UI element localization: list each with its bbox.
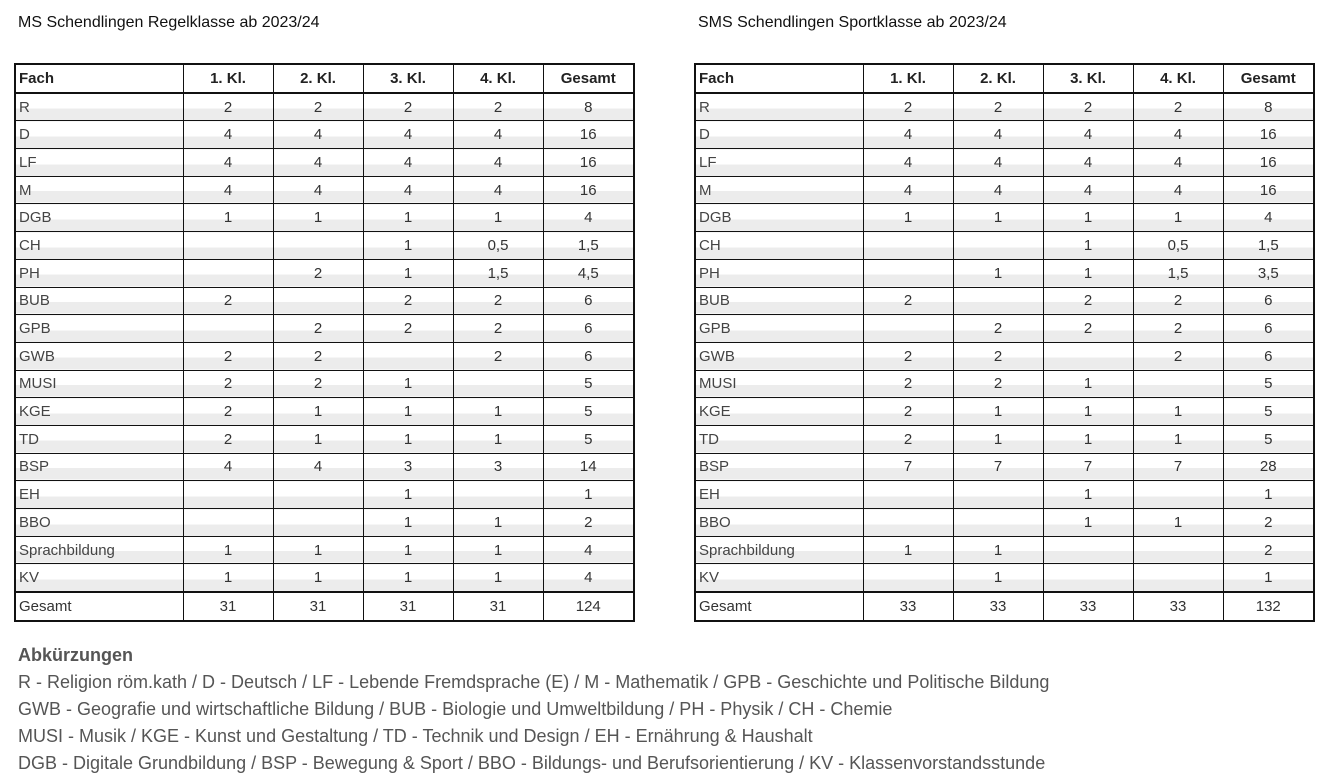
hours-cell: 1,5 bbox=[1223, 232, 1314, 260]
legend-heading: Abkürzungen bbox=[18, 645, 133, 665]
hours-cell: 4 bbox=[1133, 176, 1223, 204]
hours-cell: 2 bbox=[1133, 315, 1223, 343]
subject-cell: LF bbox=[695, 149, 863, 177]
subject-cell: KGE bbox=[695, 398, 863, 426]
column-header: 1. Kl. bbox=[183, 64, 273, 93]
hours-cell bbox=[183, 315, 273, 343]
hours-cell: 1 bbox=[863, 536, 953, 564]
subject-cell: MUSI bbox=[695, 370, 863, 398]
table-row bbox=[15, 287, 634, 315]
hours-cell: 4 bbox=[273, 149, 363, 177]
table-row bbox=[695, 176, 1314, 204]
hours-cell: 1 bbox=[363, 204, 453, 232]
hours-cell: 2 bbox=[863, 425, 953, 453]
hours-cell: 1 bbox=[1223, 564, 1314, 592]
column-header: Gesamt bbox=[1223, 64, 1314, 93]
column-header: 3. Kl. bbox=[363, 64, 453, 93]
table-row bbox=[15, 93, 634, 121]
hours-cell: 2 bbox=[183, 425, 273, 453]
table-row bbox=[695, 370, 1314, 398]
total-label: Gesamt bbox=[15, 592, 183, 621]
hours-cell: 2 bbox=[273, 370, 363, 398]
hours-cell: 2 bbox=[1043, 287, 1133, 315]
hours-cell: 2 bbox=[453, 287, 543, 315]
hours-cell bbox=[1133, 481, 1223, 509]
hours-cell: 28 bbox=[1223, 453, 1314, 481]
hours-cell bbox=[863, 564, 953, 592]
hours-cell: 4 bbox=[863, 176, 953, 204]
hours-cell bbox=[863, 259, 953, 287]
hours-cell: 1 bbox=[1043, 370, 1133, 398]
column-header: Gesamt bbox=[543, 64, 634, 93]
table-row bbox=[15, 259, 634, 287]
hours-cell: 4 bbox=[183, 176, 273, 204]
hours-cell: 2 bbox=[273, 93, 363, 121]
hours-cell: 6 bbox=[543, 315, 634, 343]
hours-cell: 6 bbox=[543, 287, 634, 315]
subject-cell: GWB bbox=[15, 342, 183, 370]
hours-cell: 1 bbox=[363, 509, 453, 537]
hours-cell: 4 bbox=[1043, 149, 1133, 177]
hours-cell: 1 bbox=[953, 204, 1043, 232]
subject-cell: PH bbox=[695, 259, 863, 287]
hours-cell: 1,5 bbox=[453, 259, 543, 287]
subject-cell: D bbox=[15, 121, 183, 149]
hours-cell: 4 bbox=[543, 204, 634, 232]
hours-cell: 2 bbox=[953, 342, 1043, 370]
table-row bbox=[15, 536, 634, 564]
hours-cell: 2 bbox=[363, 315, 453, 343]
hours-cell: 2 bbox=[1133, 287, 1223, 315]
hours-cell: 4 bbox=[363, 121, 453, 149]
hours-cell: 16 bbox=[1223, 121, 1314, 149]
hours-cell bbox=[453, 370, 543, 398]
hours-cell bbox=[273, 287, 363, 315]
hours-cell: 2 bbox=[363, 287, 453, 315]
hours-cell: 4 bbox=[1043, 121, 1133, 149]
hours-cell: 4 bbox=[543, 564, 634, 592]
hours-cell bbox=[863, 509, 953, 537]
subject-cell: Sprachbildung bbox=[15, 536, 183, 564]
hours-cell: 1 bbox=[363, 564, 453, 592]
table-row bbox=[695, 342, 1314, 370]
hours-cell: 2 bbox=[183, 398, 273, 426]
subject-cell: Sprachbildung bbox=[695, 536, 863, 564]
hours-cell: 2 bbox=[1223, 536, 1314, 564]
hours-cell bbox=[1133, 370, 1223, 398]
table-row bbox=[695, 149, 1314, 177]
table-row bbox=[15, 425, 634, 453]
hours-cell: 1 bbox=[543, 481, 634, 509]
total-label: Gesamt bbox=[695, 592, 863, 621]
subject-cell: CH bbox=[695, 232, 863, 260]
hours-cell: 2 bbox=[953, 93, 1043, 121]
hours-cell: 5 bbox=[543, 425, 634, 453]
hours-cell: 4 bbox=[273, 453, 363, 481]
hours-cell: 2 bbox=[953, 315, 1043, 343]
hours-cell bbox=[273, 481, 363, 509]
hours-cell bbox=[953, 509, 1043, 537]
hours-cell bbox=[273, 232, 363, 260]
hours-cell: 14 bbox=[543, 453, 634, 481]
hours-cell: 1 bbox=[363, 370, 453, 398]
hours-cell: 1 bbox=[1043, 259, 1133, 287]
hours-cell bbox=[273, 509, 363, 537]
hours-cell: 3 bbox=[453, 453, 543, 481]
hours-cell: 1 bbox=[183, 204, 273, 232]
table-row bbox=[695, 315, 1314, 343]
hours-cell bbox=[953, 232, 1043, 260]
hours-cell: 1 bbox=[273, 536, 363, 564]
hours-cell bbox=[183, 232, 273, 260]
total-row bbox=[15, 592, 634, 621]
hours-cell: 2 bbox=[363, 93, 453, 121]
legend-line: MUSI - Musik / KGE - Kunst und Gestaltung / TD - Technik und Design / EH - Ernährung & Haushalt bbox=[18, 726, 813, 746]
table-row bbox=[15, 232, 634, 260]
hours-cell: 1,5 bbox=[543, 232, 634, 260]
hours-cell: 2 bbox=[453, 342, 543, 370]
hours-cell: 1 bbox=[1133, 509, 1223, 537]
total-cell: 33 bbox=[953, 592, 1043, 621]
table-row bbox=[15, 398, 634, 426]
header-row bbox=[695, 64, 1314, 93]
subject-cell: M bbox=[695, 176, 863, 204]
hours-cell: 1,5 bbox=[1133, 259, 1223, 287]
hours-cell: 5 bbox=[543, 398, 634, 426]
hours-cell: 4 bbox=[363, 176, 453, 204]
subject-cell: BBO bbox=[15, 509, 183, 537]
hours-cell: 4 bbox=[543, 536, 634, 564]
hours-cell: 4 bbox=[863, 149, 953, 177]
subject-cell: R bbox=[695, 93, 863, 121]
column-header: 4. Kl. bbox=[1133, 64, 1223, 93]
hours-cell bbox=[1043, 342, 1133, 370]
hours-cell: 16 bbox=[543, 121, 634, 149]
column-header: 2. Kl. bbox=[273, 64, 363, 93]
hours-cell: 1 bbox=[953, 425, 1043, 453]
hours-cell: 6 bbox=[1223, 315, 1314, 343]
subject-cell: DGB bbox=[15, 204, 183, 232]
column-header: 1. Kl. bbox=[863, 64, 953, 93]
legend-line: GWB - Geografie und wirtschaftliche Bildung / BUB - Biologie und Umweltbildung / PH - Physik / CH - Chemie bbox=[18, 699, 893, 719]
subject-cell: BSP bbox=[695, 453, 863, 481]
hours-cell: 3 bbox=[363, 453, 453, 481]
hours-cell: 1 bbox=[953, 536, 1043, 564]
total-cell: 31 bbox=[183, 592, 273, 621]
total-cell: 31 bbox=[453, 592, 543, 621]
hours-cell: 5 bbox=[1223, 425, 1314, 453]
hours-cell: 6 bbox=[1223, 287, 1314, 315]
hours-cell bbox=[863, 315, 953, 343]
hours-cell bbox=[1133, 564, 1223, 592]
hours-cell: 4 bbox=[1223, 204, 1314, 232]
table-row bbox=[695, 481, 1314, 509]
subject-cell: D bbox=[695, 121, 863, 149]
subject-cell: GPB bbox=[15, 315, 183, 343]
total-cell: 31 bbox=[273, 592, 363, 621]
subject-cell: LF bbox=[15, 149, 183, 177]
hours-cell: 3,5 bbox=[1223, 259, 1314, 287]
total-cell: 33 bbox=[1043, 592, 1133, 621]
hours-cell: 0,5 bbox=[453, 232, 543, 260]
hours-cell: 1 bbox=[273, 425, 363, 453]
hours-cell: 1 bbox=[1043, 425, 1133, 453]
hours-cell bbox=[1043, 536, 1133, 564]
hours-cell bbox=[863, 232, 953, 260]
hours-cell: 2 bbox=[183, 93, 273, 121]
table-row bbox=[695, 564, 1314, 592]
subject-cell: R bbox=[15, 93, 183, 121]
hours-cell: 1 bbox=[183, 564, 273, 592]
hours-cell: 2 bbox=[863, 342, 953, 370]
hours-cell: 2 bbox=[273, 342, 363, 370]
table-row bbox=[695, 509, 1314, 537]
hours-cell: 1 bbox=[1043, 481, 1133, 509]
total-cell: 124 bbox=[543, 592, 634, 621]
hours-cell: 1 bbox=[183, 536, 273, 564]
hours-cell: 4,5 bbox=[543, 259, 634, 287]
hours-cell: 4 bbox=[273, 176, 363, 204]
table-row bbox=[15, 481, 634, 509]
hours-cell: 1 bbox=[1043, 398, 1133, 426]
total-cell: 132 bbox=[1223, 592, 1314, 621]
hours-cell bbox=[863, 481, 953, 509]
hours-cell: 16 bbox=[543, 176, 634, 204]
legend-line: R - Religion röm.kath / D - Deutsch / LF - Lebende Fremdsprache (E) / M - Mathematik / GPB - Geschichte und Politische Bildung bbox=[18, 672, 1050, 692]
hours-cell bbox=[453, 481, 543, 509]
hours-cell: 7 bbox=[1043, 453, 1133, 481]
hours-cell: 2 bbox=[863, 370, 953, 398]
hours-cell: 2 bbox=[183, 287, 273, 315]
hours-cell: 1 bbox=[363, 259, 453, 287]
hours-cell: 7 bbox=[863, 453, 953, 481]
hours-cell: 4 bbox=[863, 121, 953, 149]
total-cell: 31 bbox=[363, 592, 453, 621]
hours-cell: 1 bbox=[453, 204, 543, 232]
hours-cell: 1 bbox=[1133, 425, 1223, 453]
subject-cell: BUB bbox=[695, 287, 863, 315]
table-row bbox=[15, 370, 634, 398]
hours-cell: 4 bbox=[183, 453, 273, 481]
legend-line: DGB - Digitale Grundbildung / BSP - Bewegung & Sport / BBO - Bildungs- und Berufsorientierung / KV - Klassenvorstandsstunde bbox=[18, 753, 1046, 773]
hours-cell: 6 bbox=[543, 342, 634, 370]
hours-cell: 4 bbox=[183, 121, 273, 149]
column-header: Fach bbox=[695, 64, 863, 93]
table-row bbox=[695, 204, 1314, 232]
hours-cell: 1 bbox=[363, 425, 453, 453]
subject-cell: MUSI bbox=[15, 370, 183, 398]
hours-cell: 2 bbox=[863, 398, 953, 426]
hours-cell: 4 bbox=[1133, 149, 1223, 177]
hours-cell: 1 bbox=[863, 204, 953, 232]
hours-cell: 1 bbox=[1133, 204, 1223, 232]
hours-cell: 2 bbox=[543, 509, 634, 537]
hours-cell: 1 bbox=[453, 509, 543, 537]
subject-cell: KV bbox=[695, 564, 863, 592]
subject-cell: GPB bbox=[695, 315, 863, 343]
hours-cell: 1 bbox=[1043, 232, 1133, 260]
hours-cell: 1 bbox=[1223, 481, 1314, 509]
subject-cell: KGE bbox=[15, 398, 183, 426]
hours-cell bbox=[183, 259, 273, 287]
hours-cell bbox=[953, 481, 1043, 509]
subject-cell: BBO bbox=[695, 509, 863, 537]
hours-cell: 1 bbox=[273, 564, 363, 592]
total-row bbox=[695, 592, 1314, 621]
hours-cell: 4 bbox=[363, 149, 453, 177]
hours-cell: 2 bbox=[953, 370, 1043, 398]
column-header: 4. Kl. bbox=[453, 64, 543, 93]
table-row bbox=[15, 149, 634, 177]
hours-cell: 2 bbox=[1223, 509, 1314, 537]
hours-cell: 4 bbox=[453, 149, 543, 177]
hours-cell: 4 bbox=[453, 121, 543, 149]
table-row bbox=[15, 453, 634, 481]
hours-cell: 2 bbox=[1043, 93, 1133, 121]
subject-cell: KV bbox=[15, 564, 183, 592]
hours-cell: 7 bbox=[1133, 453, 1223, 481]
header-row bbox=[15, 64, 634, 93]
subject-cell: M bbox=[15, 176, 183, 204]
subject-cell: BSP bbox=[15, 453, 183, 481]
subject-cell: DGB bbox=[695, 204, 863, 232]
hours-cell: 2 bbox=[183, 370, 273, 398]
table-row bbox=[15, 564, 634, 592]
hours-cell: 4 bbox=[953, 121, 1043, 149]
hours-cell: 4 bbox=[453, 176, 543, 204]
hours-cell: 4 bbox=[953, 149, 1043, 177]
hours-cell: 2 bbox=[183, 342, 273, 370]
table-row bbox=[15, 509, 634, 537]
table-row bbox=[15, 315, 634, 343]
hours-cell: 6 bbox=[1223, 342, 1314, 370]
hours-cell: 1 bbox=[363, 398, 453, 426]
hours-cell: 1 bbox=[363, 232, 453, 260]
table-row bbox=[695, 287, 1314, 315]
hours-cell: 1 bbox=[453, 398, 543, 426]
subject-cell: PH bbox=[15, 259, 183, 287]
hours-cell: 1 bbox=[1133, 398, 1223, 426]
hours-cell bbox=[1043, 564, 1133, 592]
total-cell: 33 bbox=[863, 592, 953, 621]
hours-cell: 1 bbox=[363, 481, 453, 509]
right-schedule-table bbox=[694, 63, 1315, 622]
hours-cell: 1 bbox=[453, 536, 543, 564]
subject-cell: CH bbox=[15, 232, 183, 260]
hours-cell: 4 bbox=[953, 176, 1043, 204]
table-row bbox=[695, 536, 1314, 564]
left-schedule-table bbox=[14, 63, 635, 622]
hours-cell: 4 bbox=[273, 121, 363, 149]
hours-cell: 2 bbox=[273, 259, 363, 287]
hours-cell: 5 bbox=[543, 370, 634, 398]
subject-cell: TD bbox=[15, 425, 183, 453]
table-row bbox=[15, 121, 634, 149]
hours-cell: 4 bbox=[1133, 121, 1223, 149]
subject-cell: BUB bbox=[15, 287, 183, 315]
hours-cell: 1 bbox=[1043, 204, 1133, 232]
hours-cell: 1 bbox=[363, 536, 453, 564]
subject-cell: TD bbox=[695, 425, 863, 453]
hours-cell: 0,5 bbox=[1133, 232, 1223, 260]
left-table-title: MS Schendlingen Regelklasse ab 2023/24 bbox=[18, 14, 320, 31]
hours-cell: 8 bbox=[543, 93, 634, 121]
hours-cell: 2 bbox=[453, 93, 543, 121]
table-row bbox=[15, 342, 634, 370]
hours-cell: 8 bbox=[1223, 93, 1314, 121]
column-header: 3. Kl. bbox=[1043, 64, 1133, 93]
hours-cell: 1 bbox=[953, 564, 1043, 592]
right-table-title: SMS Schendlingen Sportklasse ab 2023/24 bbox=[698, 14, 1007, 31]
hours-cell bbox=[953, 287, 1043, 315]
hours-cell bbox=[1133, 536, 1223, 564]
table-row bbox=[15, 176, 634, 204]
hours-cell: 2 bbox=[453, 315, 543, 343]
hours-cell: 1 bbox=[953, 398, 1043, 426]
table-row bbox=[695, 259, 1314, 287]
hours-cell: 5 bbox=[1223, 370, 1314, 398]
table-row bbox=[15, 204, 634, 232]
hours-cell: 16 bbox=[543, 149, 634, 177]
table-row bbox=[695, 232, 1314, 260]
hours-cell: 1 bbox=[453, 425, 543, 453]
total-cell: 33 bbox=[1133, 592, 1223, 621]
subject-cell: EH bbox=[695, 481, 863, 509]
column-header: Fach bbox=[15, 64, 183, 93]
subject-cell: EH bbox=[15, 481, 183, 509]
hours-cell bbox=[183, 481, 273, 509]
table-row bbox=[695, 425, 1314, 453]
table-row bbox=[695, 93, 1314, 121]
hours-cell: 1 bbox=[1043, 509, 1133, 537]
abbreviations-legend bbox=[18, 642, 1049, 777]
hours-cell: 1 bbox=[453, 564, 543, 592]
hours-cell: 2 bbox=[1133, 342, 1223, 370]
hours-cell: 1 bbox=[953, 259, 1043, 287]
hours-cell: 16 bbox=[1223, 176, 1314, 204]
hours-cell: 1 bbox=[273, 204, 363, 232]
hours-cell bbox=[183, 509, 273, 537]
hours-cell: 2 bbox=[863, 287, 953, 315]
subject-cell: GWB bbox=[695, 342, 863, 370]
hours-cell: 2 bbox=[863, 93, 953, 121]
hours-cell: 1 bbox=[273, 398, 363, 426]
hours-cell: 2 bbox=[273, 315, 363, 343]
table-row bbox=[695, 398, 1314, 426]
hours-cell: 4 bbox=[183, 149, 273, 177]
table-row bbox=[695, 453, 1314, 481]
hours-cell: 4 bbox=[1043, 176, 1133, 204]
hours-cell: 16 bbox=[1223, 149, 1314, 177]
hours-cell: 2 bbox=[1043, 315, 1133, 343]
column-header: 2. Kl. bbox=[953, 64, 1043, 93]
hours-cell bbox=[363, 342, 453, 370]
hours-cell: 2 bbox=[1133, 93, 1223, 121]
table-row bbox=[695, 121, 1314, 149]
hours-cell: 7 bbox=[953, 453, 1043, 481]
hours-cell: 5 bbox=[1223, 398, 1314, 426]
